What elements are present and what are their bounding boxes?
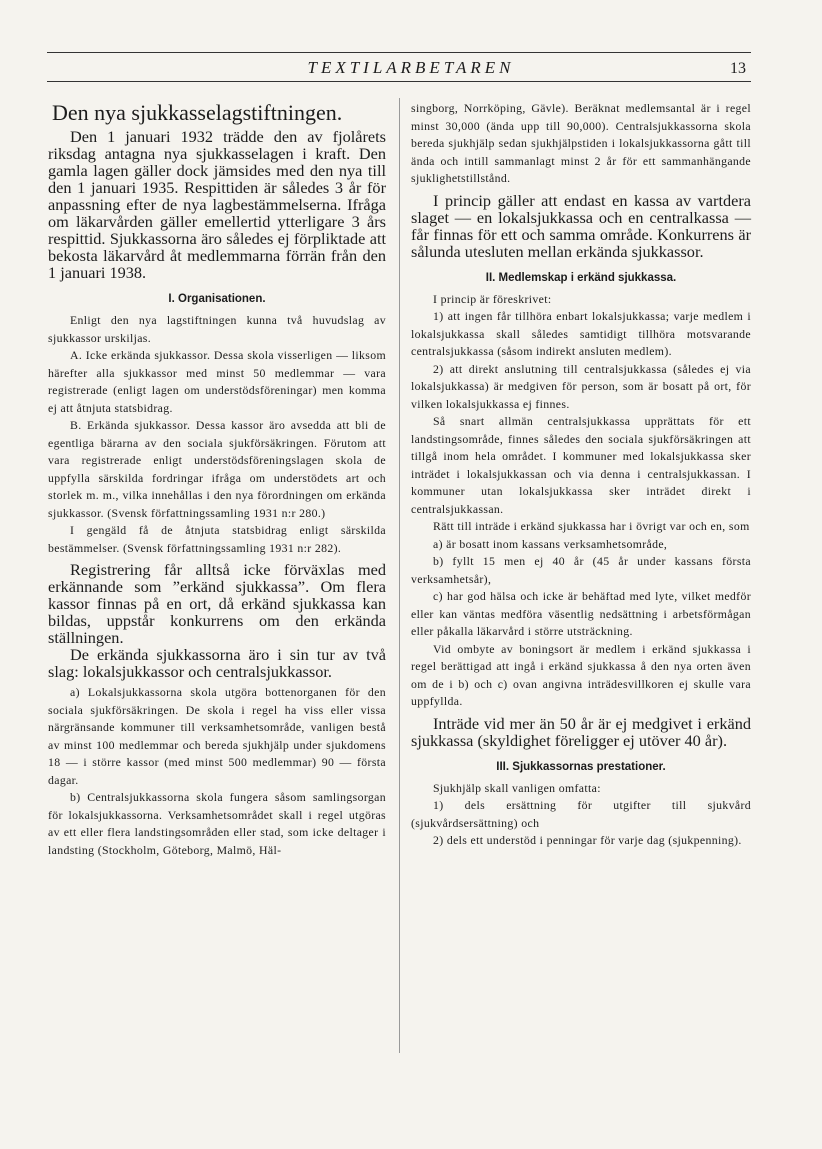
header-rule-top <box>47 52 751 53</box>
paragraph: b) Centralsjukkassorna skola fungera såsom samlingsorgan för lokalsjukkassorna. Verksamhetsområdet skall i regel utgöras av ett eller flera landstingsområden eller stad, som icke deltager i landsting (Stockholm, Göteborg, Malmö, Häl- <box>48 790 386 857</box>
paragraph: a) Lokalsjukkassorna skola utgöra bottenorganen för den sociala sjukförsäkringen. De skola i regel ha viss eller vissa närgränsande kommuner till verksamhetsområde, vanligen bestå av minst 100 medlemmar och bereda sjukhjälp under sjukdomens 18 — i större kassor (med minst 500 medlemmar) 90 — första dagar. <box>48 685 386 787</box>
header-rule-bottom <box>47 81 751 82</box>
paragraph: b) fyllt 15 men ej 40 år (45 år under kassans första verksamhetsår), <box>411 554 751 586</box>
paragraph: Sjukhjälp skall vanligen omfatta: <box>433 780 601 795</box>
paragraph: Vid ombyte av boningsort är medlem i erkänd sjukkassa i regel berättigad att ingå i erkänd sjukkassa å den nya orten även om de i b) och c) ovan angivna inträdesvillkoren ej skulle vara uppfyllda. <box>411 641 751 708</box>
paragraph: a) är bosatt inom kassans verksamhetsområde, <box>433 536 668 551</box>
article-title: Den nya sjukkasselagstiftningen. <box>52 100 343 125</box>
emphasis-paragraph: Registrering får alltså icke förväxlas med erkännande som ”erkänd sjukkassa”. Om flera kassor finnas på en ort, då erkänd sjukkassa kan bildas, uppstår konkurrens om den erkända ställningen. <box>48 560 386 647</box>
section-heading-benefits: III. Sjukkassornas prestationer. <box>496 760 666 773</box>
right-column <box>411 100 751 850</box>
intro-paragraph: Den 1 januari 1932 trädde den av fjolårets riksdag antagna nya sjukkasselagen i kraft. Den gamla lagen gäller dock jämsides med den nya till den 1 januari 1935. Respittiden är således 3 år för anpassning efter de nya lagbestämmelserna. Ifråga om läkarvården gäller emellertid ytterligare 3 års respittid. Sjukkassorna äro således ej förpliktade att bekosta läkarvård åt medlemmarna förrän från den 1 januari 1938. <box>48 127 386 282</box>
emphasis-paragraph: Inträde vid mer än 50 år är ej medgivet i erkänd sjukkassa (skyldighet föreligger ej utöver 40 år). <box>411 713 751 750</box>
paragraph: Så snart allmän centralsjukkassa upprättats för ett landstingsområde, finnes således den sociala sjukförsäkringen att tillgå inom hela området. I kommuner med lokalsjukkassa sker inträdet i lokalsjukkassan och via denna i centralsjukkassan. I kommuner utan lokalsjukkassa sker inträdet direkt i centralsjukkassan. <box>411 414 751 516</box>
section-heading-organisation: I. Organisationen. <box>168 293 266 305</box>
paragraph: A. Icke erkända sjukkassor. Dessa skola visserligen — liksom härefter alla sjukkassor med minst 50 medlemmar — vara registrerade (enligt lagen om understödsföreningar) men komma ej att åtnjuta statsbidrag. <box>48 348 386 415</box>
paragraph: singborg, Norrköping, Gävle). Beräknat medlemsantal är i regel minst 30,000 (ända upp till 90,000). Centralsjukkassorna skola bereda sjukhjälp sedan sjukhjälpstiden i lokalsjukkassorna gått till ända och intill sammanlagt minst 2 år för ett sammanhängande sjuklighetstillstånd. <box>411 101 751 185</box>
paragraph: I princip är föreskrivet: <box>433 291 552 306</box>
left-column <box>48 100 386 859</box>
paragraph: Enligt den nya lagstiftningen kunna två huvudslag av sjukkassor urskiljas. <box>48 313 386 345</box>
paragraph: 1) att ingen får tillhöra enbart lokalsjukkassa; varje medlem i lokalsjukkassa skall således samtidigt tillhöra motsvarande centralsjukkassa (såsom indirekt ansluten medlem). <box>411 309 751 358</box>
paragraph: 2) att direkt anslutning till centralsjukkassa (således ej via lokalsjukkassa) är medgiven för person, som är bosatt på ort, för vilken lokalsjukkassa ej finnes. <box>411 361 751 411</box>
section-heading-membership: II. Medlemskap i erkänd sjukkassa. <box>485 271 677 284</box>
paragraph: Rätt till inträde i erkänd sjukkassa har i övrigt var och en, som <box>433 519 750 533</box>
paragraph: c) har god hälsa och icke är behäftad med lyte, vilket medför eller kan väntas medföra väsentlig nedsättning i arbetsförmågan eller påkalla läkarvård i större utsträckning. <box>411 589 751 638</box>
paragraph: I gengäld få de åtnjuta statsbidrag enligt särskilda bestämmelser. (Svensk författningssamling 1931 n:r 282). <box>48 523 386 555</box>
emphasis-paragraph: De erkända sjukkassorna äro i sin tur av två slag: lokalsjukkassor och centralsjukkassor. <box>48 645 386 681</box>
paragraph: 2) dels ett understöd i penningar för varje dag (sjukpenning). <box>433 833 742 847</box>
running-head: TEXTILARBETAREN <box>307 58 515 77</box>
paragraph: 1) dels ersättning för utgifter till sjukvård (sjukvårdsersättning) och <box>411 798 751 830</box>
paragraph: B. Erkända sjukkassor. Dessa kassor äro avsedda att bli de egentliga bärarna av den sociala sjukförsäkringen. Förutom att vara registrerade enligt understödsföreningslagen skola de uppfylla särskilda fordringar ifråga om understödets art och storlek m. m., vilka innehållas i den nya förordningen om erkända sjukkassor. (Svensk författningssamling 1931 n:r 280.) <box>48 418 386 520</box>
column-divider <box>399 98 400 1053</box>
emphasis-paragraph: I princip gäller att endast en kassa av vartdera slaget — en lokalsjukkassa och en centralkassa — får finnas för ett och samma område. Konkurrens är sålunda utesluten mellan erkända sjukkassor. <box>411 190 751 261</box>
page-number: 13 <box>730 60 746 77</box>
